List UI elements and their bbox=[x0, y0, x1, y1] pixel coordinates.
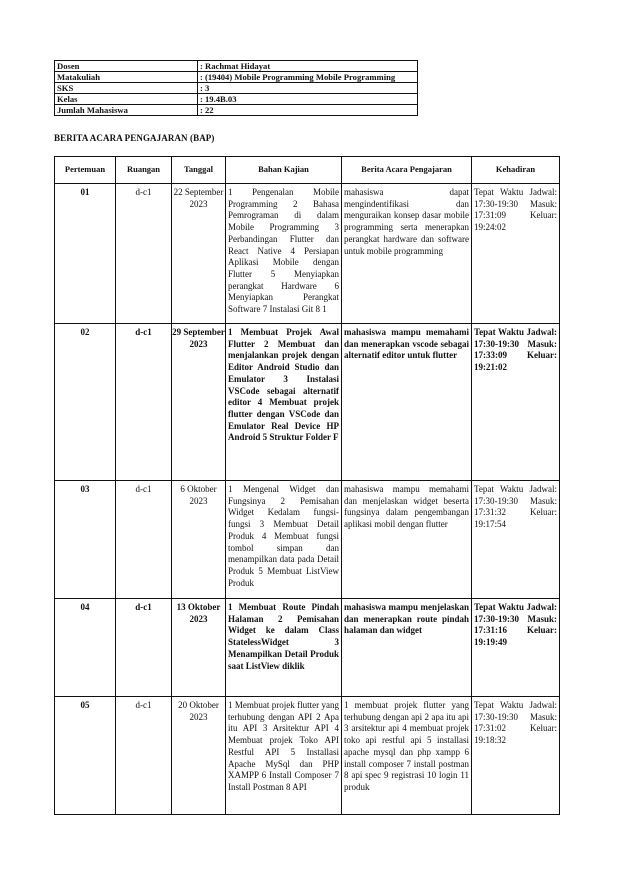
cell-tanggal: 13 Oktober 2023 bbox=[172, 599, 226, 697]
cell-berita-acara: mahasiswa mampu memahami dan menjelaskan widget beserta fungsinya dalam pengembangan aplikasi mobil dengan flutter bbox=[342, 481, 472, 599]
info-value: : 19.4B.03 bbox=[198, 94, 418, 105]
info-row bbox=[55, 94, 418, 105]
cell-berita-acara: 1 membuat projek flutter yang terhubung dengan api 2 apa itu api 3 arsitektur api 4 membuat projek toko api restful api 5 installasi apache mysql dan php xampp 6 install composer 7 install postman 8 api spec 9 registrasi 10 login 11 produk bbox=[342, 697, 472, 815]
cell-kehadiran: Tepat Waktu Jadwal: 17:30-19:30 Masuk: 17:31:02 Keluar: 19:18:32 bbox=[472, 697, 560, 815]
table-header-row bbox=[55, 157, 560, 184]
bap-table bbox=[54, 156, 560, 815]
info-label: Matakuliah bbox=[55, 72, 198, 83]
cell-berita-acara: mahasiswa dapat mengindentifikasi dan menguraikan konsep dasar mobile programming serta menerapkan perangkat hardware dan software untuk mobile programming bbox=[342, 184, 472, 324]
cell-kehadiran: Tepat Waktu Jadwal: 17:30-19:30 Masuk: 17:33:09 Keluar: 19:21:02 bbox=[472, 324, 560, 481]
cell-tanggal: 6 Oktober 2023 bbox=[172, 481, 226, 599]
cell-pertemuan: 05 bbox=[55, 697, 116, 815]
table-row bbox=[55, 599, 560, 697]
cell-bahan-kajian: 1 Pengenalan Mobile Programming 2 Bahasa Pemrograman di dalam Mobile Programming 3 Perbandingan Flutter dan React Native 4 Persiapan Aplikasi Mobile dengan Flutter 5 Menyiapkan perangkat Hardware 6 Menyiapkan Perangkat Software 7 Instalasi Git 8 1 bbox=[226, 184, 342, 324]
section-title: BERITA ACARA PENGAJARAN (BAP) bbox=[54, 133, 215, 143]
cell-berita-acara: mahasiswa mampu memahami dan menerapkan vscode sebagai alternatif editor untuk flutter bbox=[342, 324, 472, 481]
info-value: : 3 bbox=[198, 83, 418, 94]
info-row bbox=[55, 61, 418, 72]
cell-bahan-kajian: 1 Membuat Projek Awal Flutter 2 Membuat dan menjalankan projek dengan Editor Android Studio dan Emulator 3 Instalasi VSCode sebagai alternatif editor 4 Membuat projek flutter dengan VSCode dan Emulator Real Device HP Android 5 Struktur Folder F bbox=[226, 324, 342, 481]
table-row bbox=[55, 481, 560, 599]
info-label: Kelas bbox=[55, 94, 198, 105]
cell-kehadiran: Tepat Waktu Jadwal: 17:30-19:30 Masuk: 17:31:16 Keluar: 19:19:49 bbox=[472, 599, 560, 697]
cell-bahan-kajian: 1 Membuat projek flutter yang terhubung dengan API 2 Apa itu API 3 Arsitektur API 4 Membuat projek Toko API Restful API 5 Installasi Apache MySql dan PHP XAMPP 6 Install Composer 7 Install Postman 8 API bbox=[226, 697, 342, 815]
info-value: : (19404) Mobile Programming Mobile Programming bbox=[198, 72, 418, 83]
cell-bahan-kajian: 1 Mengenal Widget dan Fungsinya 2 Pemisahan Widget Kedalam fungsi-fungsi 3 Membuat Detail Produk 4 Membuat fungsi tombol simpan dan menampilkan data pada Detail Produk 5 Membuat ListView Produk bbox=[226, 481, 342, 599]
cell-berita-acara: mahasiswa mampu menjelaskan dan menerapkan route pindah halaman dan widget bbox=[342, 599, 472, 697]
info-row bbox=[55, 105, 418, 116]
course-info-table bbox=[54, 60, 418, 116]
cell-pertemuan: 01 bbox=[55, 184, 116, 324]
info-value: : 22 bbox=[198, 105, 418, 116]
table-row bbox=[55, 184, 560, 324]
table-row bbox=[55, 697, 560, 815]
info-label: Dosen bbox=[55, 61, 198, 72]
cell-pertemuan: 02 bbox=[55, 324, 116, 481]
header-kehadiran: Kehadiran bbox=[472, 157, 560, 184]
info-row bbox=[55, 72, 418, 83]
cell-pertemuan: 03 bbox=[55, 481, 116, 599]
header-tanggal: Tanggal bbox=[172, 157, 226, 184]
cell-ruangan: d-c1 bbox=[116, 324, 172, 481]
cell-ruangan: d-c1 bbox=[116, 599, 172, 697]
cell-bahan-kajian: 1 Membuat Route Pindah Halaman 2 Pemisahan Widget ke dalam Class StatelessWidget 3 Menampilkan Detail Produk saat ListView diklik bbox=[226, 599, 342, 697]
cell-tanggal: 20 Oktober 2023 bbox=[172, 697, 226, 815]
cell-kehadiran: Tepat Waktu Jadwal: 17:30-19:30 Masuk: 17:31:09 Keluar: 19:24:02 bbox=[472, 184, 560, 324]
info-row bbox=[55, 83, 418, 94]
cell-kehadiran: Tepat Waktu Jadwal: 17:30-19:30 Masuk: 17:31:32 Keluar: 19:17:54 bbox=[472, 481, 560, 599]
cell-ruangan: d-c1 bbox=[116, 481, 172, 599]
header-ruangan: Ruangan bbox=[116, 157, 172, 184]
table-row bbox=[55, 324, 560, 481]
info-label: Jumlah Mahasiswa bbox=[55, 105, 198, 116]
cell-pertemuan: 04 bbox=[55, 599, 116, 697]
cell-tanggal: 22 September 2023 bbox=[172, 184, 226, 324]
info-label: SKS bbox=[55, 83, 198, 94]
header-berita-acara: Berita Acara Pengajaran bbox=[342, 157, 472, 184]
header-bahan-kajian: Bahan Kajian bbox=[226, 157, 342, 184]
cell-ruangan: d-c1 bbox=[116, 184, 172, 324]
cell-ruangan: d-c1 bbox=[116, 697, 172, 815]
header-pertemuan: Pertemuan bbox=[55, 157, 116, 184]
info-value: : Rachmat Hidayat bbox=[198, 61, 418, 72]
cell-tanggal: 29 September 2023 bbox=[172, 324, 226, 481]
